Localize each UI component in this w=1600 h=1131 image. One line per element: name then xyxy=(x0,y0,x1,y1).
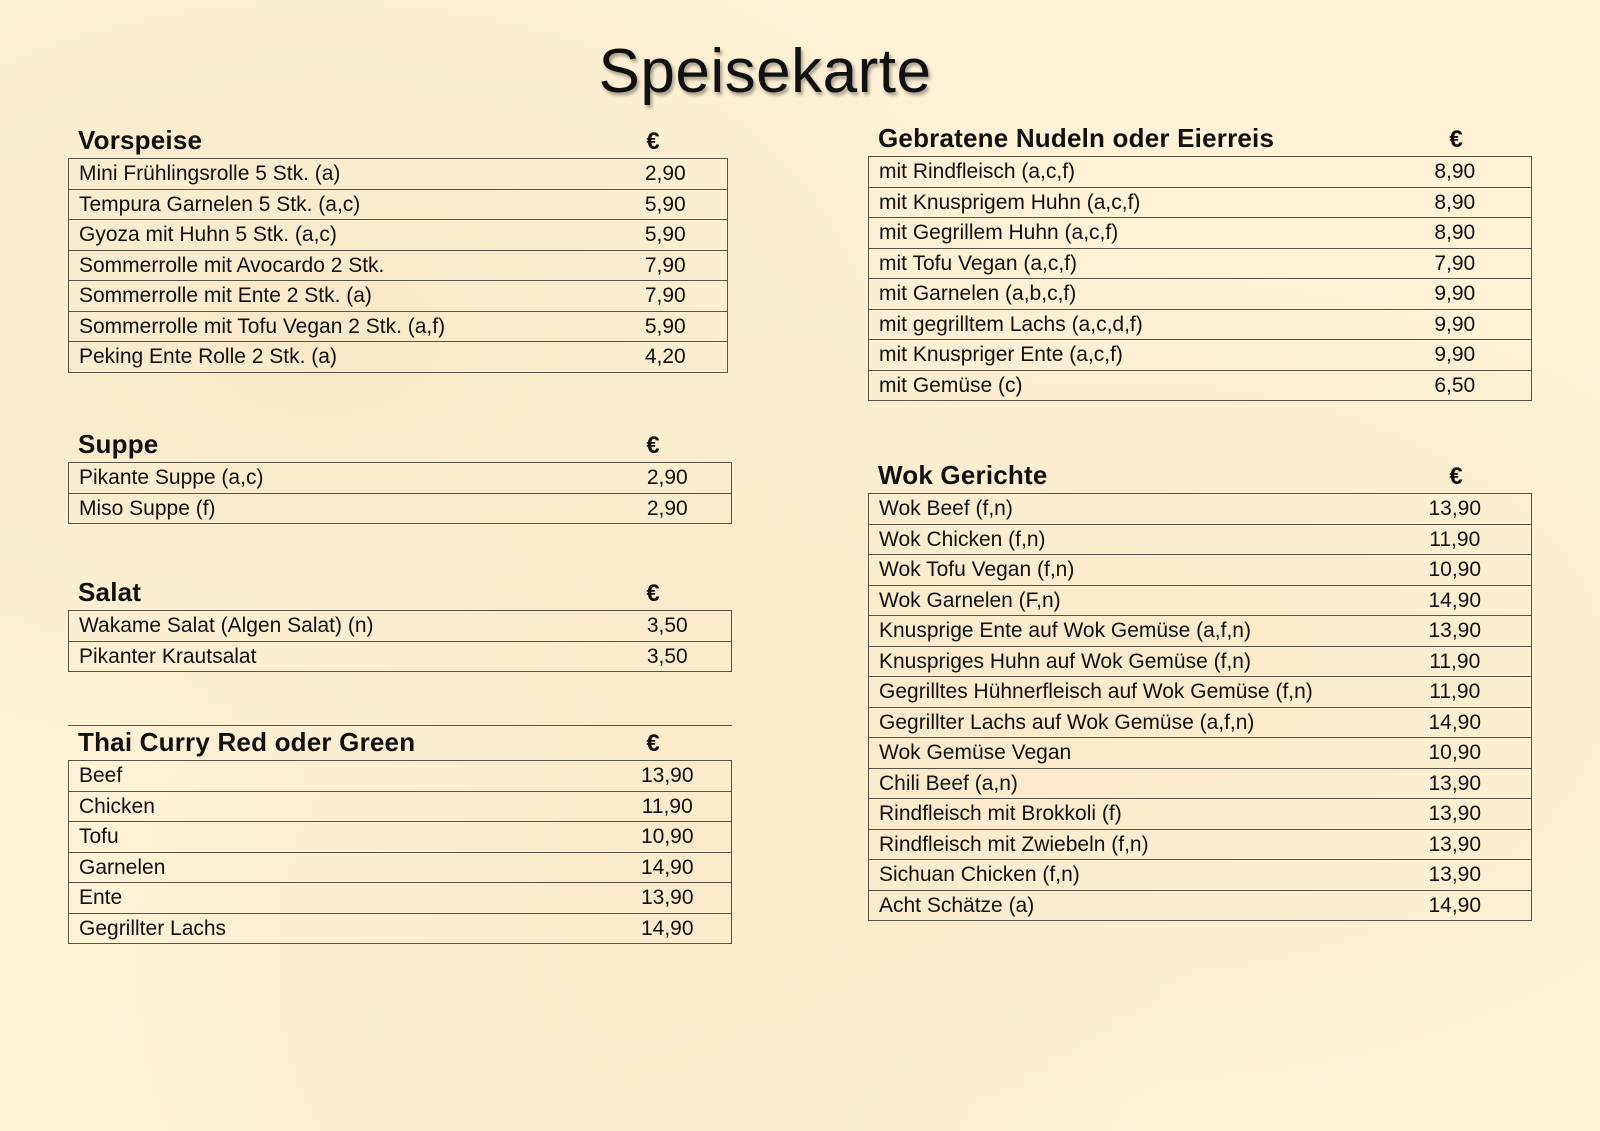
menu-item-name: Peking Ente Rolle 2 Stk. (a) xyxy=(69,342,604,373)
section-title: Wok Gerichte xyxy=(878,460,1048,490)
menu-item-row xyxy=(869,890,1532,921)
menu-item-name: Wok Tofu Vegan (f,n) xyxy=(869,555,1379,586)
menu-item-row xyxy=(69,852,732,883)
menu-item-row xyxy=(69,159,728,190)
menu-item-price: 2,90 xyxy=(604,159,728,190)
menu-item-price: 4,20 xyxy=(604,342,728,373)
menu-item-name: Chicken xyxy=(69,791,604,822)
section-title: Thai Curry Red oder Green xyxy=(78,727,416,757)
menu-item-name: Garnelen xyxy=(69,852,604,883)
menu-item-row xyxy=(869,370,1532,401)
menu-item-name: Knuspriges Huhn auf Wok Gemüse (f,n) xyxy=(869,646,1379,677)
menu-item-row xyxy=(869,248,1532,279)
menu-item-price: 2,90 xyxy=(604,493,732,524)
section-header xyxy=(68,428,732,462)
menu-item-row xyxy=(869,340,1532,371)
section-vorspeise xyxy=(68,124,728,373)
menu-item-row xyxy=(69,281,728,312)
section-header xyxy=(868,459,1532,493)
section-header xyxy=(68,124,728,158)
menu-table xyxy=(868,493,1532,921)
menu-item-price: 7,90 xyxy=(1379,248,1532,279)
menu-item-price: 9,90 xyxy=(1379,279,1532,310)
menu-item-row xyxy=(69,822,732,853)
menu-item-row xyxy=(69,250,728,281)
euro-icon: € xyxy=(646,128,660,155)
menu-item-name: Mini Frühlingsrolle 5 Stk. (a) xyxy=(69,159,604,190)
menu-item-name: mit Rindfleisch (a,c,f) xyxy=(869,157,1379,188)
menu-item-name: Wok Garnelen (F,n) xyxy=(869,585,1379,616)
menu-item-name: mit Tofu Vegan (a,c,f) xyxy=(869,248,1379,279)
menu-item-row xyxy=(869,829,1532,860)
menu-item-price: 5,90 xyxy=(604,189,728,220)
menu-item-row xyxy=(869,494,1532,525)
menu-table xyxy=(68,462,732,524)
menu-item-name: Rindfleisch mit Zwiebeln (f,n) xyxy=(869,829,1379,860)
menu-item-row xyxy=(69,220,728,251)
menu-item-row xyxy=(869,555,1532,586)
section-header xyxy=(68,725,732,760)
euro-icon: € xyxy=(1449,126,1463,153)
euro-icon: € xyxy=(646,580,660,607)
menu-item-row xyxy=(869,860,1532,891)
menu-item-price: 7,90 xyxy=(604,250,728,281)
menu-item-name: Sichuan Chicken (f,n) xyxy=(869,860,1379,891)
menu-item-row xyxy=(869,677,1532,708)
menu-item-name: Wok Chicken (f,n) xyxy=(869,524,1379,555)
menu-item-price: 10,90 xyxy=(1379,738,1532,769)
menu-item-price: 13,90 xyxy=(1379,799,1532,830)
menu-item-price: 3,50 xyxy=(604,641,732,672)
menu-item-price: 10,90 xyxy=(1379,555,1532,586)
menu-item-price: 14,90 xyxy=(1379,890,1532,921)
menu-item-row xyxy=(69,463,732,494)
section-title: Vorspeise xyxy=(78,125,203,155)
menu-item-name: Sommerrolle mit Ente 2 Stk. (a) xyxy=(69,281,604,312)
section-wok xyxy=(868,459,1532,921)
menu-table xyxy=(68,760,732,944)
page-title: Speisekarte xyxy=(598,37,932,106)
section-title: Gebratene Nudeln oder Eierreis xyxy=(878,123,1275,153)
menu-item-name: Rindfleisch mit Brokkoli (f) xyxy=(869,799,1379,830)
menu-item-name: Gegrillter Lachs xyxy=(69,913,604,944)
menu-item-name: Sommerrolle mit Avocardo 2 Stk. xyxy=(69,250,604,281)
menu-item-name: Acht Schätze (a) xyxy=(869,890,1379,921)
menu-item-price: 11,90 xyxy=(604,791,732,822)
menu-item-name: Wok Gemüse Vegan xyxy=(869,738,1379,769)
menu-item-price: 13,90 xyxy=(1379,829,1532,860)
menu-item-price: 14,90 xyxy=(1379,707,1532,738)
menu-item-price: 14,90 xyxy=(604,852,732,883)
section-thai-curry xyxy=(68,725,732,944)
menu-item-price: 13,90 xyxy=(1379,860,1532,891)
menu-item-name: Gegrilltes Hühnerfleisch auf Wok Gemüse (f,n) xyxy=(869,677,1379,708)
menu-item-row xyxy=(869,646,1532,677)
menu-item-name: mit Knusprigem Huhn (a,c,f) xyxy=(869,187,1379,218)
menu-item-price: 13,90 xyxy=(604,883,732,914)
menu-item-name: Tofu xyxy=(69,822,604,853)
menu-item-name: Tempura Garnelen 5 Stk. (a,c) xyxy=(69,189,604,220)
menu-item-row xyxy=(869,218,1532,249)
menu-item-name: Beef xyxy=(69,761,604,792)
section-suppe xyxy=(68,428,732,524)
menu-item-price: 5,90 xyxy=(604,220,728,251)
section-salat xyxy=(68,576,732,672)
menu-item-price: 11,90 xyxy=(1379,524,1532,555)
menu-item-price: 11,90 xyxy=(1379,677,1532,708)
menu-item-row xyxy=(69,641,732,672)
menu-item-row xyxy=(69,611,732,642)
section-header xyxy=(68,576,732,610)
menu-item-row xyxy=(869,279,1532,310)
menu-item-name: mit gegrilltem Lachs (a,c,d,f) xyxy=(869,309,1379,340)
section-title: Salat xyxy=(78,577,142,607)
menu-item-row xyxy=(69,913,732,944)
menu-item-row xyxy=(869,309,1532,340)
menu-item-name: Chili Beef (a,n) xyxy=(869,768,1379,799)
menu-item-row xyxy=(869,707,1532,738)
menu-item-row xyxy=(869,585,1532,616)
euro-icon: € xyxy=(646,432,660,459)
menu-item-row xyxy=(69,311,728,342)
menu-item-row xyxy=(69,883,732,914)
euro-icon: € xyxy=(1449,463,1463,490)
menu-item-row xyxy=(69,189,728,220)
menu-item-name: Wok Beef (f,n) xyxy=(869,494,1379,525)
menu-item-name: mit Knuspriger Ente (a,c,f) xyxy=(869,340,1379,371)
section-nudeln xyxy=(868,122,1532,401)
menu-item-row xyxy=(869,738,1532,769)
menu-item-price: 5,90 xyxy=(604,311,728,342)
menu-item-name: Ente xyxy=(69,883,604,914)
menu-item-price: 8,90 xyxy=(1379,157,1532,188)
menu-item-row xyxy=(69,493,732,524)
menu-item-price: 7,90 xyxy=(604,281,728,312)
menu-item-name: mit Gemüse (c) xyxy=(869,370,1379,401)
menu-item-row xyxy=(869,616,1532,647)
menu-item-row xyxy=(69,791,732,822)
menu-item-row xyxy=(869,157,1532,188)
menu-item-row xyxy=(69,342,728,373)
menu-item-row xyxy=(869,524,1532,555)
menu-item-price: 11,90 xyxy=(1379,646,1532,677)
menu-item-row xyxy=(869,799,1532,830)
menu-item-row xyxy=(69,761,732,792)
menu-item-price: 13,90 xyxy=(1379,768,1532,799)
menu-table xyxy=(68,610,732,672)
menu-item-price: 8,90 xyxy=(1379,187,1532,218)
menu-item-price: 14,90 xyxy=(1379,585,1532,616)
menu-item-name: mit Garnelen (a,b,c,f) xyxy=(869,279,1379,310)
menu-item-name: Miso Suppe (f) xyxy=(69,493,604,524)
euro-icon: € xyxy=(646,730,660,757)
menu-item-price: 9,90 xyxy=(1379,309,1532,340)
menu-item-price: 9,90 xyxy=(1379,340,1532,371)
menu-item-price: 6,50 xyxy=(1379,370,1532,401)
section-header xyxy=(868,122,1532,156)
menu-item-name: mit Gegrillem Huhn (a,c,f) xyxy=(869,218,1379,249)
menu-item-name: Pikanter Krautsalat xyxy=(69,641,604,672)
menu-item-price: 2,90 xyxy=(604,463,732,494)
menu-table xyxy=(868,156,1532,401)
menu-item-row xyxy=(869,768,1532,799)
menu-item-price: 13,90 xyxy=(604,761,732,792)
menu-item-name: Knusprige Ente auf Wok Gemüse (a,f,n) xyxy=(869,616,1379,647)
menu-item-price: 3,50 xyxy=(604,611,732,642)
menu-item-name: Gegrillter Lachs auf Wok Gemüse (a,f,n) xyxy=(869,707,1379,738)
section-title: Suppe xyxy=(78,429,159,459)
menu-item-price: 14,90 xyxy=(604,913,732,944)
menu-item-price: 8,90 xyxy=(1379,218,1532,249)
menu-item-price: 10,90 xyxy=(604,822,732,853)
menu-item-name: Gyoza mit Huhn 5 Stk. (a,c) xyxy=(69,220,604,251)
menu-item-name: Wakame Salat (Algen Salat) (n) xyxy=(69,611,604,642)
menu-item-row xyxy=(869,187,1532,218)
menu-table xyxy=(68,158,728,373)
menu-item-name: Pikante Suppe (a,c) xyxy=(69,463,604,494)
menu-item-name: Sommerrolle mit Tofu Vegan 2 Stk. (a,f) xyxy=(69,311,604,342)
menu-item-price: 13,90 xyxy=(1379,616,1532,647)
menu-item-price: 13,90 xyxy=(1379,494,1532,525)
